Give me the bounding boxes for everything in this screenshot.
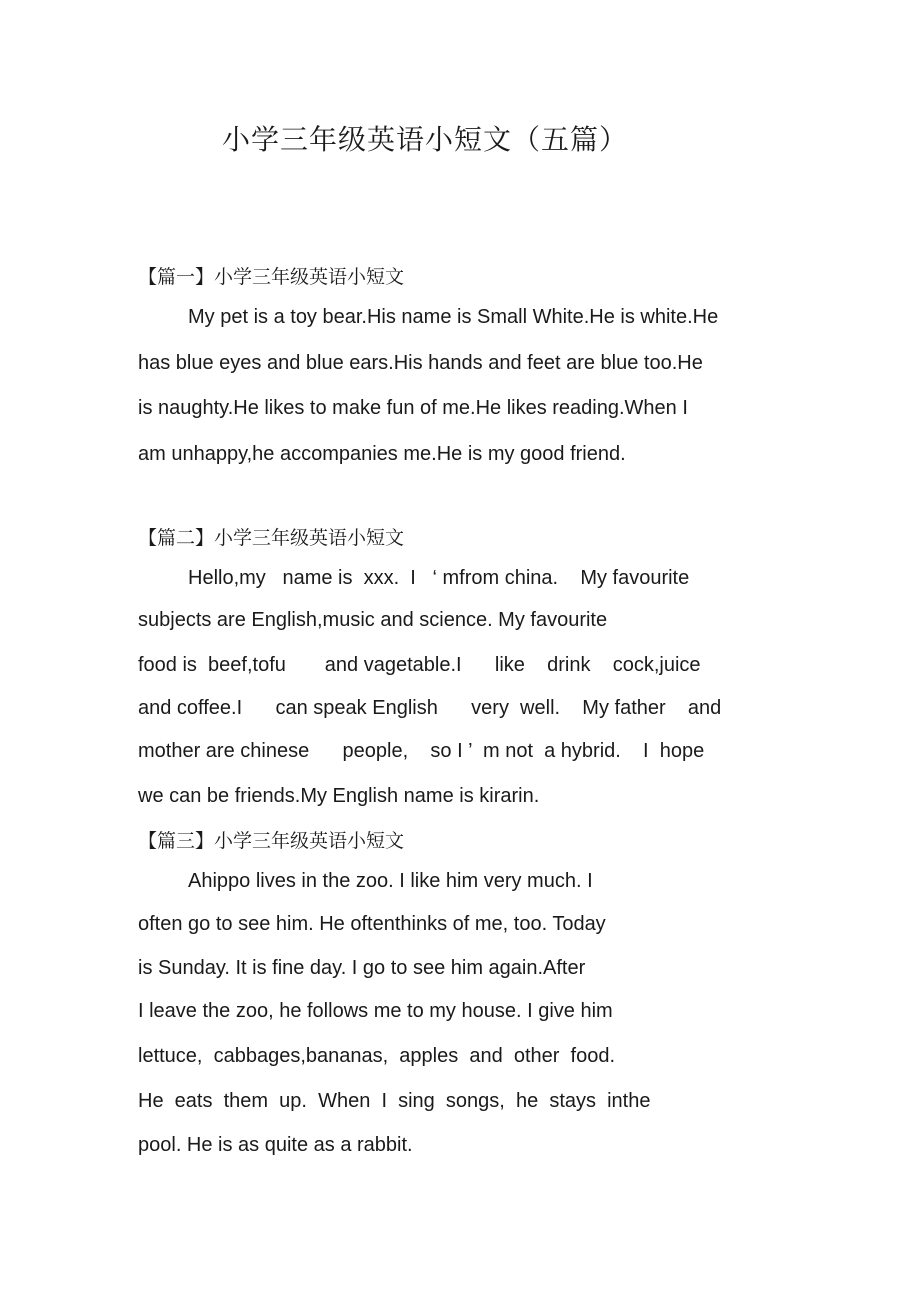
section-2-line-5: mother are chinese people, so I ’ m not a hybrid. I hope bbox=[138, 740, 705, 762]
section-2-line-1: Hello,my name is xxx. I ‘ mfrom china. My favourite bbox=[188, 567, 690, 589]
section-3-line-3: is Sunday. It is fine day. I go to see him again.After bbox=[138, 957, 586, 979]
section-3-line-6: He eats them up. When I sing songs, he stays inthe bbox=[138, 1090, 651, 1112]
section-2-line-3: food is beef,tofu and vagetable.I like drink cock,juice bbox=[138, 654, 701, 676]
section-3-line-1: Ahippo lives in the zoo. I like him very much. I bbox=[188, 870, 593, 892]
section-1-line-4: am unhappy,he accompanies me.He is my good friend. bbox=[138, 443, 626, 465]
section-2-line-4: and coffee.I can speak English very well. My father and bbox=[138, 697, 722, 719]
section-1-line-1: My pet is a toy bear.His name is Small White.He is white.He bbox=[188, 306, 719, 328]
section-3-line-5: lettuce, cabbages,bananas, apples and other food. bbox=[138, 1045, 616, 1067]
section-3-line-2: often go to see him. He oftenthinks of me, too. Today bbox=[138, 913, 606, 935]
section-1-heading: 【篇一】小学三年级英语小短文 bbox=[138, 266, 405, 288]
section-3-line-4: I leave the zoo, he follows me to my house. I give him bbox=[138, 1000, 613, 1022]
section-1-line-2: has blue eyes and blue ears.His hands and feet are blue too.He bbox=[138, 352, 703, 374]
section-1-line-3: is naughty.He likes to make fun of me.He likes reading.When I bbox=[138, 397, 688, 419]
section-3-line-7: pool. He is as quite as a rabbit. bbox=[138, 1134, 413, 1156]
section-3-heading: 【篇三】小学三年级英语小短文 bbox=[138, 830, 405, 852]
document-title: 小学三年级英语小短文（五篇） bbox=[222, 123, 629, 156]
section-2-heading: 【篇二】小学三年级英语小短文 bbox=[138, 527, 405, 549]
section-2-line-6: we can be friends.My English name is kirarin. bbox=[138, 785, 540, 807]
section-2-line-2: subjects are English,music and science. My favourite bbox=[138, 609, 608, 631]
